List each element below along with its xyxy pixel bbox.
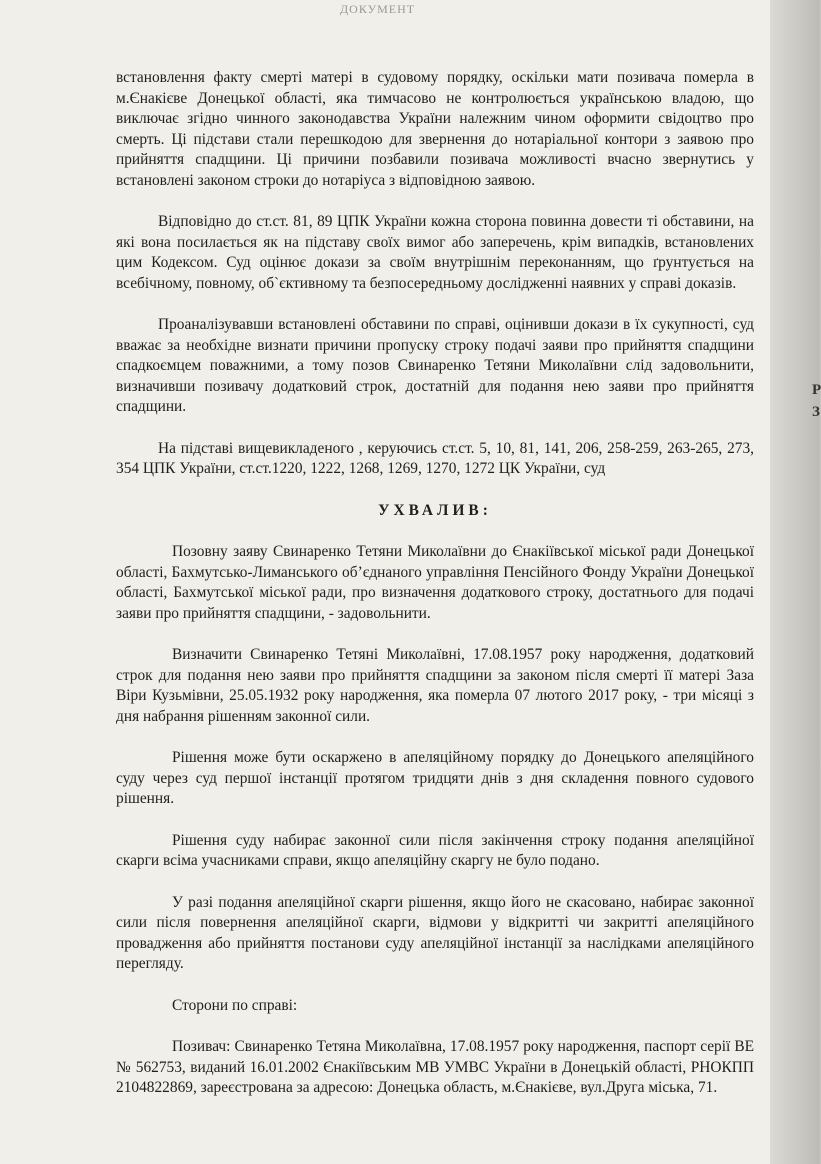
paragraph-4: На підставі вищевикладеного , керуючись ст.ст. 5, 10, 81, 141, 206, 258-259, 263-265, 273, 354 ЦПК України, ст.ст.1220, 1222, 1268, 1269, 1270, 1272 ЦК України, суд [116,439,754,477]
paragraph-claimant: Позивач: Свинаренко Тетяна Миколаївна, 17.08.1957 року народження, паспорт серії ВЕ № 562753, виданий 16.01.2002 Єнакіївським МВ УМВС України в Донецькій області, РНОКПП 2104822869, зареєстрована за адресою: Донецька область, м.Єнакієве, вул.Друга міська, 71. [116,1038,754,1096]
edge-char-2: З [812,404,820,420]
paragraph-2: Відповідно до ст.ст. 81, 89 ЦПК України кожна сторона повинна довести ті обставини, на які вона посилається як на підставу своїх вимог або заперечень, крім випадків, встановлених цим Кодексом. Суд оцінює докази за своїм внутрішнім переконанням, що ґрунтується на всебічному, повному, об`єктивному та безпосередньому дослідженні наявних у справі доказів. [116,213,754,292]
document-body [116,68,754,1099]
paragraph-6: Визначити Свинаренко Тетяні Миколаївні, 17.08.1957 року народження, додатковий строк для подання нею заяви про прийняття спадщини за законом після смерті її матері Заза Віри Кузьмівни, 25.05.1932 року народження, яка померла 07 лютого 2017 року, - три місяці з дня набрання рішенням законної сили. [116,646,754,725]
parties-heading: Сторони по справі: [172,996,298,1014]
paragraph-3: Проаналізувавши встановлені обставини по справі, оцінивши докази в їх сукупності, суд вважає за необхідне визнати причини пропуску строку подачі заяви про прийняття спадщини спадкоємцем поважними, а тому позов Свинаренко Тетяни Миколаївни слід задовольнити, визначивши позивачу додатковий строк, достатній для подання нею заяви про прийняття спадщини. [116,316,754,415]
paragraph-1: встановлення факту смерті матері в судовому порядку, оскільки мати позивача померла в м.Єнакієве Донецької області, яка тимчасово не контролюється українською владою, що виключає згідно чинного законодавства України належним чином оформити свідоцтво про смерть. Ці підстави стали перешкодою для звернення до нотаріальної контори з заявою про прийняття спадщини. Ці причини позбавили позивача можливості вчасно звернутись у встановлені законом строки до нотаріуса з відповідною заявою. [116,69,754,189]
paragraph-5: Позовну заяву Свинаренко Тетяни Миколаївни до Єнакіївської міської ради Донецької області, Бахмутсько-Лиманського об’єднаного управління Пенсійного Фонду України Донецької області, Бахмутської міської ради, про визначення додаткового строку, достатнього для подачі заяви про прийняття спадщини, - задовольнити. [116,543,754,622]
paragraph-9: У разі подання апеляційної скарги рішення, якщо його не скасовано, набирає законної сили після повернення апеляційної скарги, відмови у відкритті чи закритті апеляційного провадження або прийняття постанови суду апеляційної інстанції за наслідками апеляційного перегляду. [116,893,754,972]
edge-char-1: Р [812,382,821,398]
resolution-title: УХВАЛИВ: [378,501,492,519]
paragraph-7: Рішення може бути оскаржено в апеляційному порядку до Донецького апеляційного суду через суд першої інстанції протягом тридцяти днів з дня складення повного судового рішення. [116,749,754,807]
adjacent-page-edge [770,0,820,1164]
top-faded-mark: ДОКУМЕНТ [340,2,416,16]
paragraph-8: Рішення суду набирає законної сили після закінчення строку подання апеляційної скарги всіма учасниками справи, якщо апеляційну скаргу не було подано. [116,831,754,869]
